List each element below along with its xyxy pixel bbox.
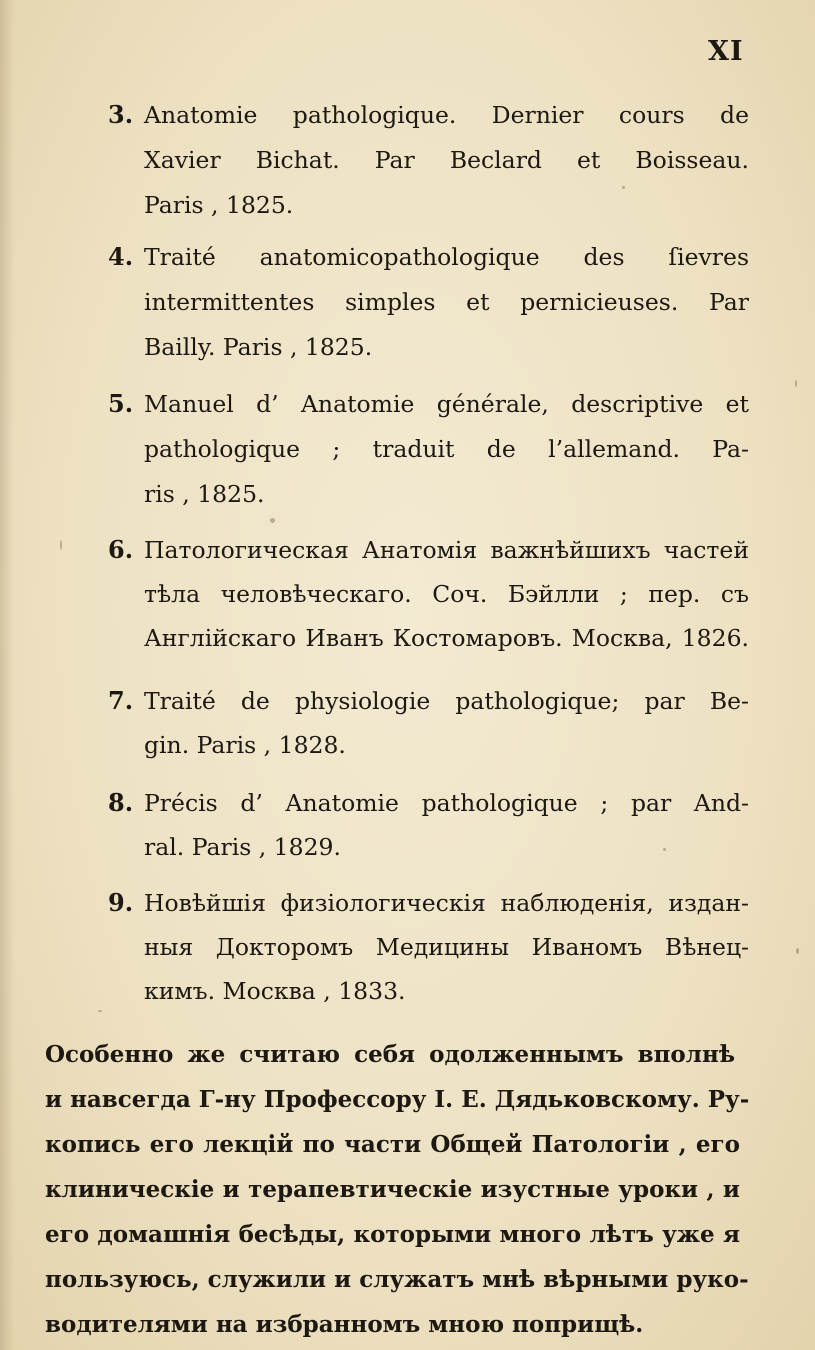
entry-line: intermittentes simples et pernicieuses. Par xyxy=(144,288,749,316)
entry-number: 7. xyxy=(108,686,134,715)
paper-speck xyxy=(795,380,797,387)
entry-number: 5. xyxy=(108,389,134,418)
paper-speck xyxy=(270,518,275,523)
entry-line: Новѣйшія физіологическія наблюденія, издан- xyxy=(144,889,749,917)
entry-number: 6. xyxy=(108,535,134,564)
entry-number: 8. xyxy=(108,788,134,817)
paragraph-line: и навсегда Г-ну Профессору I. E. Дядьковскому. Ру- xyxy=(45,1086,750,1113)
paper-speck xyxy=(60,540,62,550)
paper-speck xyxy=(622,186,625,189)
entry-line: Traité anatomicopathologique des ſievres xyxy=(144,243,749,271)
paper-speck xyxy=(98,1010,102,1012)
paragraph-line: водителями на избранномъ мною поприщѣ. xyxy=(45,1311,644,1338)
paragraph-line: пользуюсь, служили и служатъ мнѣ вѣрными руко- xyxy=(45,1266,749,1293)
page-number: XI xyxy=(708,36,744,67)
entry-line: Manuel d’ Anatomie générale, descriptive et xyxy=(144,390,749,418)
paragraph-line: копись его лекцій по части Общей Патологіи , его xyxy=(45,1131,740,1158)
entry-line: тѣла человѣческаго. Соч. Бэйлли ; пер. съ xyxy=(144,580,749,608)
entry-line: pathologique ; traduit de l’allemand. Pa- xyxy=(144,435,749,463)
entry-line: gin. Paris , 1828. xyxy=(144,731,346,759)
entry-line: Traité de physiologie pathologique; par Be- xyxy=(144,687,749,715)
entry-number: 9. xyxy=(108,888,134,917)
entry-line: Bailly. Paris , 1825. xyxy=(144,333,373,361)
entry-line: ral. Paris , 1829. xyxy=(144,833,341,861)
entry-line: ris , 1825. xyxy=(144,480,265,508)
entry-line: Paris , 1825. xyxy=(144,191,294,219)
paper-speck xyxy=(796,948,799,954)
page-edge-shadow xyxy=(0,0,14,1350)
entry-line: Précis d’ Anatomie pathologique ; par And- xyxy=(144,789,749,817)
entry-line: Патологическая Анатомія важнѣйшихъ частей xyxy=(144,536,749,564)
entry-number: 4. xyxy=(108,242,134,271)
entry-line: Англійскаго Иванъ Костомаровъ. Москва, 1826. xyxy=(144,624,749,652)
entry-line: ныя Докторомъ Медицины Иваномъ Вѣнец- xyxy=(144,933,749,961)
paragraph-line: клиническіе и терапевтическіе изустные уроки , и xyxy=(45,1176,740,1203)
entry-line: Xavier Bichat. Par Beclard et Boisseau. xyxy=(144,146,749,174)
entry-number: 3. xyxy=(108,100,134,129)
paper-speck xyxy=(663,848,666,851)
entry-line: Anatomie pathologique. Dernier cours de xyxy=(144,101,749,129)
entry-line: кимъ. Москва , 1833. xyxy=(144,977,406,1005)
paragraph-line: его домашнія бесѣды, которыми много лѣтъ уже я xyxy=(45,1221,740,1248)
paragraph-line: Особенно же считаю себя одолженнымъ вполнѣ xyxy=(45,1041,735,1068)
